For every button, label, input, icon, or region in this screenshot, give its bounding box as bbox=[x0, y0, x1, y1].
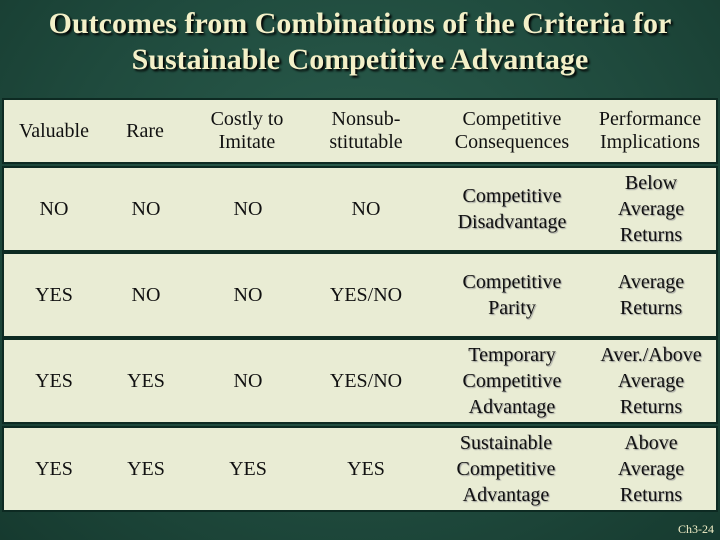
cell-text: NO bbox=[351, 198, 381, 220]
cell bbox=[4, 168, 104, 250]
cell-text: Aver./Above Average Returns bbox=[600, 344, 702, 418]
cell bbox=[196, 428, 300, 510]
cell-text: YES bbox=[347, 458, 385, 480]
table-header-row bbox=[2, 98, 718, 164]
cell bbox=[308, 340, 424, 422]
cell bbox=[96, 340, 196, 422]
slide-number: Ch3-24 bbox=[678, 522, 714, 536]
cell bbox=[430, 428, 582, 510]
cell-text: YES/NO bbox=[329, 284, 403, 306]
cell-text: NO bbox=[131, 284, 161, 306]
cell bbox=[308, 168, 424, 250]
table-row bbox=[2, 426, 718, 512]
cell bbox=[196, 254, 300, 336]
header-implications-text: Performance Implications bbox=[598, 108, 702, 153]
header-competitive-consequences bbox=[436, 100, 588, 162]
title-line-2: Sustainable Competitive Advantage bbox=[131, 43, 589, 76]
cell bbox=[196, 168, 300, 250]
cell-text: YES/NO bbox=[329, 370, 403, 392]
cell-text: Above Average Returns bbox=[617, 432, 685, 506]
cell-text: Temporary Competitive Advantage bbox=[462, 344, 562, 418]
cell bbox=[196, 340, 300, 422]
cell bbox=[436, 340, 588, 422]
header-consequences-text: Competitive Consequences bbox=[454, 108, 570, 153]
cell-text: NO bbox=[233, 370, 263, 392]
cell bbox=[586, 168, 716, 250]
header-costly-text: Costly to Imitate bbox=[210, 108, 284, 153]
cell bbox=[308, 254, 424, 336]
cell-text: YES bbox=[35, 458, 73, 480]
header-nonsub-text: Nonsub- stitutable bbox=[329, 108, 403, 153]
cell bbox=[586, 254, 716, 336]
header-rare-text: Rare bbox=[126, 119, 164, 142]
cell-text: NO bbox=[39, 198, 69, 220]
cell-text: YES bbox=[229, 458, 267, 480]
cell bbox=[4, 254, 104, 336]
cell-text: Competitive Disadvantage bbox=[457, 185, 567, 233]
cell-text: NO bbox=[131, 198, 161, 220]
cell bbox=[436, 168, 588, 250]
cell bbox=[586, 428, 716, 510]
cell-text: YES bbox=[127, 458, 165, 480]
cell bbox=[96, 428, 196, 510]
cell-text: Sustainable Competitive Advantage bbox=[456, 432, 556, 506]
table-row bbox=[2, 166, 718, 252]
cell bbox=[96, 254, 196, 336]
table-row bbox=[2, 252, 718, 338]
cell-text: YES bbox=[127, 370, 165, 392]
slide-title bbox=[0, 6, 720, 78]
cell bbox=[308, 428, 424, 510]
header-valuable-text: Valuable bbox=[19, 119, 89, 142]
header-rare bbox=[104, 100, 186, 162]
title-line-1: Outcomes from Combinations of the Criteria for bbox=[48, 7, 672, 40]
header-nonsubstitutable bbox=[308, 100, 424, 162]
header-valuable bbox=[4, 100, 104, 162]
cell-text: YES bbox=[35, 284, 73, 306]
cell bbox=[4, 428, 104, 510]
cell-text: Average Returns bbox=[617, 271, 685, 319]
header-performance-implications bbox=[584, 100, 716, 162]
cell bbox=[436, 254, 588, 336]
header-costly-to-imitate bbox=[194, 100, 300, 162]
cell bbox=[96, 168, 196, 250]
cell bbox=[4, 340, 104, 422]
cell-text: NO bbox=[233, 198, 263, 220]
cell-text: NO bbox=[233, 284, 263, 306]
cell-text: Competitive Parity bbox=[462, 271, 562, 319]
cell-text: YES bbox=[35, 370, 73, 392]
cell bbox=[582, 340, 720, 422]
cell-text: Below Average Returns bbox=[617, 172, 685, 246]
table-row bbox=[2, 338, 718, 424]
